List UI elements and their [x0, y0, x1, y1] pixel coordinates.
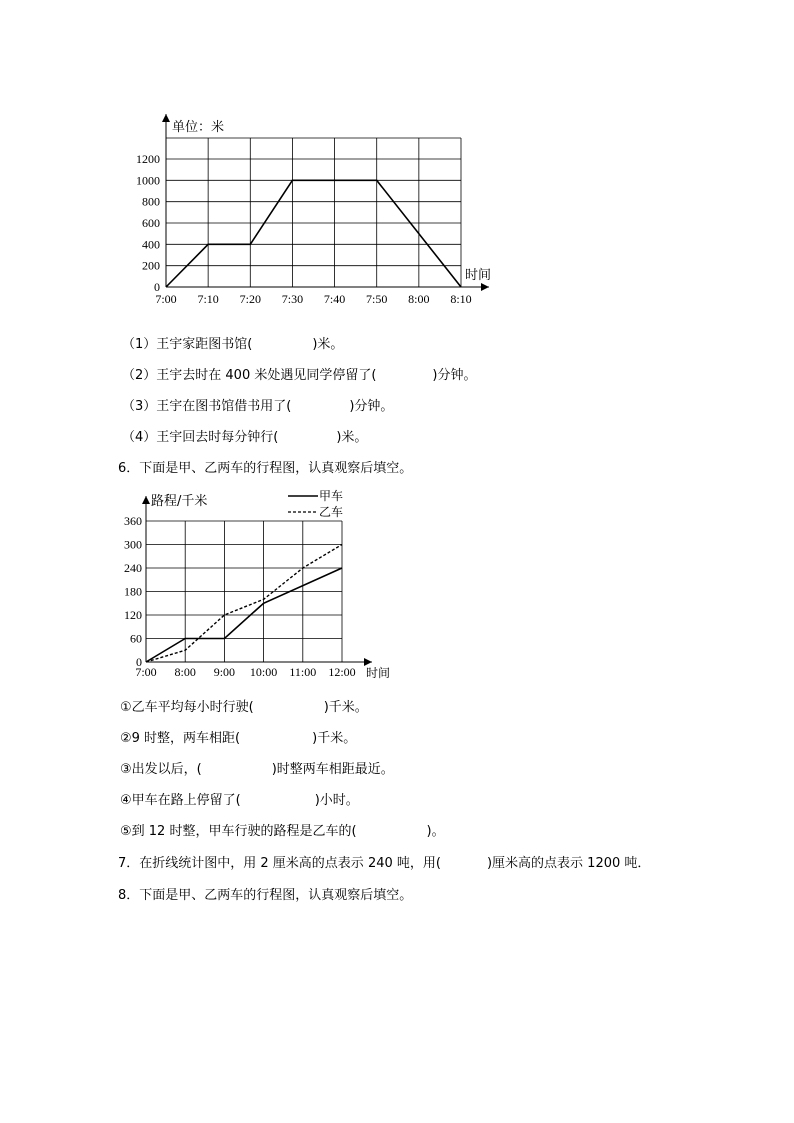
chart2-y-tick-label: 240 — [124, 561, 142, 575]
q6-item-4: ④甲车在路上停留了( )小时。 — [120, 793, 359, 808]
distance-time-chart-1 — [0, 0, 794, 320]
chart1-axes — [162, 114, 492, 291]
chart2-axes — [142, 496, 372, 666]
q7-text: 7．在折线统计图中，用 2 厘米高的点表示 240 吨，用( )厘米高的点表示 1200 吨． — [118, 856, 651, 871]
legend-label-1: 甲车 — [319, 489, 344, 503]
chart1-x-tick-label: 7:10 — [197, 292, 219, 306]
chart1-y-tick-label: 400 — [142, 237, 160, 252]
chart2-xlabel: 时间 — [366, 666, 391, 680]
chart2-series — [146, 545, 342, 663]
chart1-y-tick-label: 600 — [142, 216, 160, 230]
chart1-x-tick-label: 7:20 — [239, 292, 261, 306]
chart2-y-tick-label: 120 — [124, 608, 142, 622]
q6-item-2: ②9 时整，两车相距( )千米。 — [120, 731, 357, 746]
chart1-x-tick-label: 7:00 — [155, 292, 177, 306]
chart1-series-line-1 — [166, 180, 461, 287]
chart1-x-tick-label: 7:50 — [366, 292, 388, 306]
chart1-x-tick-label: 7:30 — [281, 292, 304, 306]
legend-label-2: 乙车 — [319, 505, 344, 519]
chart2-x-tick-label: 11:00 — [289, 665, 317, 679]
chart2-x-tick-label: 10:00 — [249, 665, 278, 679]
chart1-x-tick-label: 8:00 — [408, 292, 430, 306]
chart1-y-tick-label: 1200 — [136, 152, 160, 166]
chart2-y-tick-label: 180 — [124, 584, 142, 599]
chart1-series — [166, 180, 461, 287]
chart1-x-tick-label: 7:40 — [323, 292, 346, 306]
chart2-legend — [288, 489, 343, 519]
chart1-y-tick-label: 0 — [154, 280, 160, 294]
chart2-x-tick-label: 12:00 — [328, 665, 356, 679]
q5-item-4: （4）王宇回去时每分钟行( )米。 — [122, 430, 368, 445]
q8-title: 8．下面是甲、乙两车的行程图，认真观察后填空。 — [118, 888, 413, 903]
chart2-y-tick-label: 360 — [124, 514, 142, 528]
q5-item-1: （1）王宇家距图书馆( )米。 — [122, 337, 344, 352]
chart1-xlabel: 时间 — [465, 268, 492, 283]
q5-item-2: （2）王宇去时在 400 米处遇见同学停留了( )分钟。 — [122, 368, 477, 383]
chart2-y-tick-label: 60 — [130, 631, 142, 646]
chart1-y-tick-label: 1000 — [136, 173, 160, 188]
chart2-y-tick-label: 0 — [136, 655, 142, 669]
q6-title: 6．下面是甲、乙两车的行程图，认真观察后填空。 — [118, 461, 413, 476]
chart1-x-arrow — [481, 283, 489, 291]
chart2-x-tick-label: 7:00 — [135, 665, 157, 679]
chart1-ylabel: 单位：米 — [172, 120, 225, 135]
chart2-grid — [146, 521, 342, 662]
chart1-tick-labels — [136, 152, 472, 306]
chart1-x-tick-label: 8:10 — [450, 292, 472, 306]
travel-chart-2 — [0, 480, 794, 690]
q6-item-5: ⑤到 12 时整，甲车行驶的路程是乙车的( )。 — [120, 824, 445, 839]
q6-item-3: ③出发以后，( )时整两车相距最近。 — [120, 762, 394, 777]
chart1-grid — [166, 138, 461, 287]
chart1-y-tick-label: 800 — [142, 194, 160, 209]
chart1-y-tick-label: 200 — [142, 258, 160, 273]
chart2-x-arrow — [364, 658, 372, 666]
chart1-y-arrow — [162, 114, 170, 122]
chart2-y-tick-label: 300 — [124, 537, 142, 552]
chart2-ylabel: 路程/千米 — [151, 494, 208, 509]
chart2-x-tick-label: 9:00 — [213, 665, 236, 679]
chart2-y-arrow — [142, 496, 150, 504]
q5-item-3: （3）王宇在图书馆借书用了( )分钟。 — [122, 399, 394, 414]
q6-item-1: ①乙车平均每小时行驶( )千米。 — [120, 700, 368, 715]
chart2-x-tick-label: 8:00 — [174, 665, 196, 679]
